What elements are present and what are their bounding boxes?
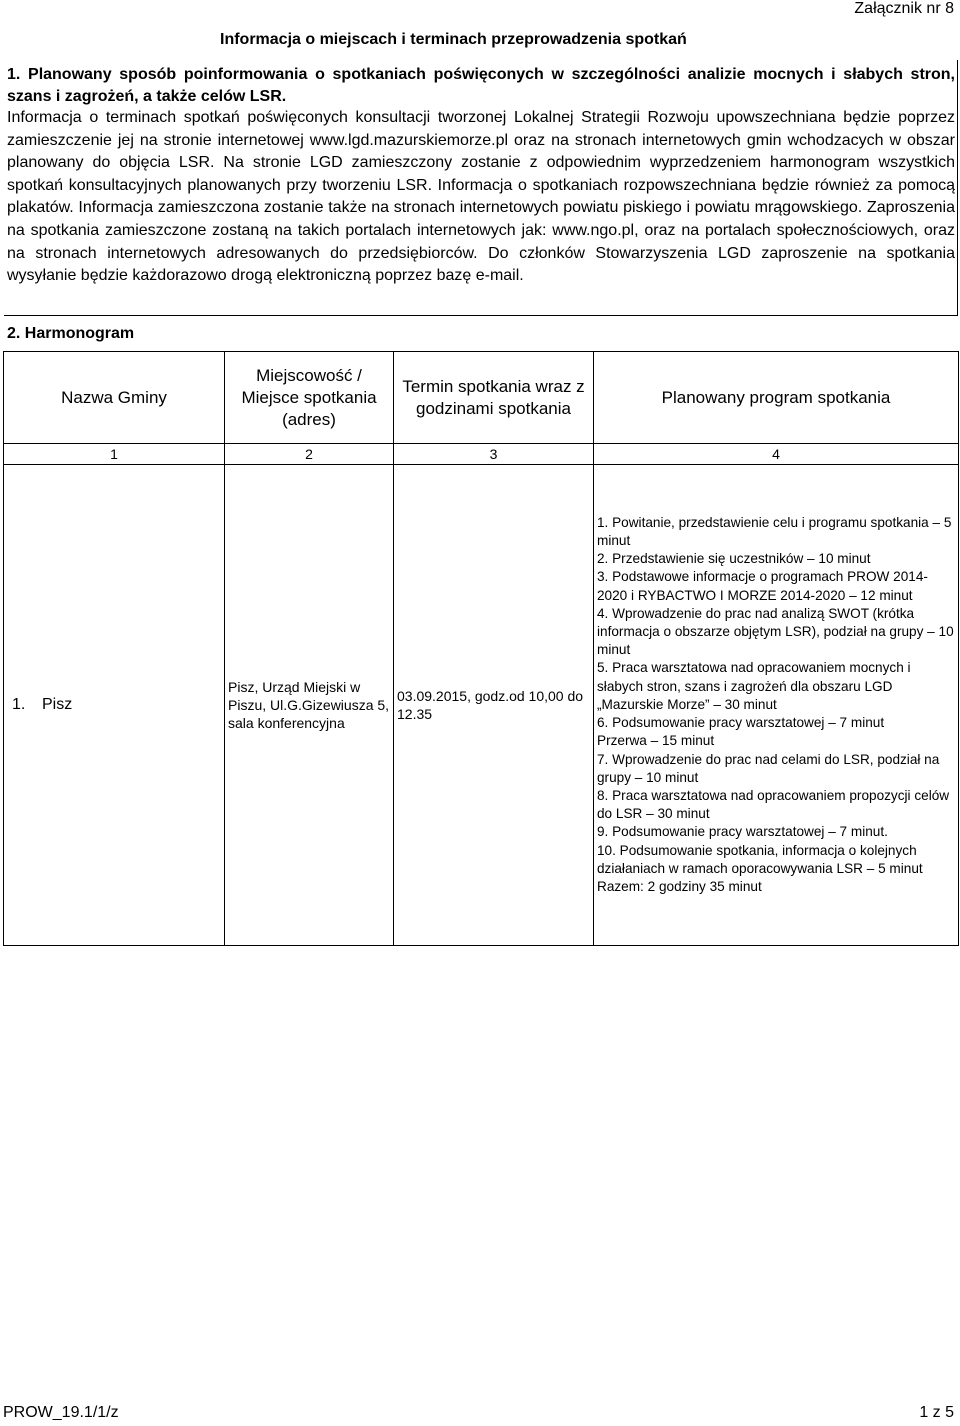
column-number: 2	[225, 444, 394, 465]
program-item: 3. Podstawowe informacje o programach PROW 2014-2020 i RYBACTWO I MORZE 2014-2020 – 12 minut	[597, 569, 928, 603]
gmina-cell	[4, 465, 225, 946]
document-title: Informacja o miejscach i terminach przeprowadzenia spotkań	[220, 31, 687, 48]
column-number: 1	[4, 444, 225, 465]
section1-heading: 1. Planowany sposób poinformowania o spotkaniach poświęconych w szczególności analizie mocnych i słabych stron, szans i zagrożeń, a także celów LSR.	[7, 66, 955, 105]
section2-heading: 2. Harmonogram	[7, 325, 135, 342]
header-termin: Termin spotkania wraz z godzinami spotkania	[394, 352, 594, 444]
miejsce-cell: Pisz, Urząd Miejski w Piszu, Ul.G.Gizewiusza 5, sala konferencyjna	[225, 465, 394, 946]
table-row	[4, 465, 959, 946]
program-item: Przerwa – 15 minut	[597, 733, 715, 749]
program-item: 6. Podsumowanie pracy warsztatowej – 7 minut	[597, 715, 885, 731]
column-number: 3	[394, 444, 594, 465]
program-item: 8. Praca warsztatowa nad opracowaniem propozycji celów do LSR – 30 minut	[597, 787, 950, 822]
footer-page-number: 1 z 5	[919, 1404, 954, 1421]
gmina-name: Pisz	[42, 696, 73, 713]
table-header-row	[4, 352, 959, 444]
program-item: 9. Podsumowanie pracy warsztatowej – 7 minut.	[597, 824, 888, 840]
program-item: 1. Powitanie, przedstawienie celu i programu spotkania – 5 minut	[597, 514, 952, 549]
program-item: 10. Podsumowanie spotkania, informacja o kolejnych działaniach w ramach oporacowywania LSR – 5 minut	[597, 842, 923, 876]
footer-document-code: PROW_19.1/1/z	[3, 1404, 119, 1421]
annex-label: Załącznik nr 8	[854, 0, 954, 17]
program-item: 7. Wprowadzenie do prac nad celami do LSR, podział na grupy – 10 minut	[597, 751, 940, 785]
schedule-table	[3, 351, 959, 946]
column-number-row	[4, 444, 959, 465]
header-gmina: Nazwa Gminy	[4, 352, 225, 444]
section1-body: Informacja o terminach spotkań poświęconych konsultacji tworzonej Lokalnej Strategii Rozwoju upowszechniana będzie poprzez zamieszczenie jej na stronie internetowej www.lgd.mazurskiemorze.pl oraz na stronach internetowych gmin wchodzacych w obszar planowany do objęcia LSR. Na stronie LGD zamieszczony zostanie z odpowiednim wyprzedzeniem harmonogram wszystkich spotkań konsultacyjnych planowanych przy tworzeniu LSR. Informacja o spotkaniach rozpowszechniana będzie również za pomocą plakatów. Informacja zamieszczona zostanie także na stronach internetowych powiatu piskiego i powiatu mrągowskiego. Zaproszenia na spotkania zamieszczone zostaną na takich portalach internetowych jak: www.ngo.pl, oraz na portalach społecznościowych, oraz na stronach internetowych adresowanych do przedsiębiorców. Do członków Stowarzyszenia LGD zaproszenie na spotkania wysyłanie będzie każdorazowo drogą elektroniczną poprzez bazę e-mail.	[7, 109, 955, 285]
program-item: 2. Przedstawienie się uczestników – 10 minut	[597, 551, 871, 567]
program-item: 4. Wprowadzenie do prac nad analizą SWOT (krótka informacja o obszarze objętym LSR), podział na grupy – 10 minut	[597, 605, 954, 658]
program-cell	[594, 465, 959, 946]
column-number: 4	[594, 444, 959, 465]
termin-cell: 03.09.2015, godz.od 10,00 do 12.35	[394, 465, 594, 946]
header-program: Planowany program spotkania	[594, 352, 959, 444]
header-miejsce: Miejscowość / Miejsce spotkania (adres)	[225, 352, 394, 444]
program-item: Razem: 2 godziny 35 minut	[597, 878, 762, 894]
program-item: 5. Praca warsztatowa nad opracowaniem mocnych i słabych stron, szans i zagrożeń dla obszaru LGD „Mazurskie Morze” – 30 minut	[597, 660, 911, 712]
row-number: 1.	[12, 696, 26, 713]
